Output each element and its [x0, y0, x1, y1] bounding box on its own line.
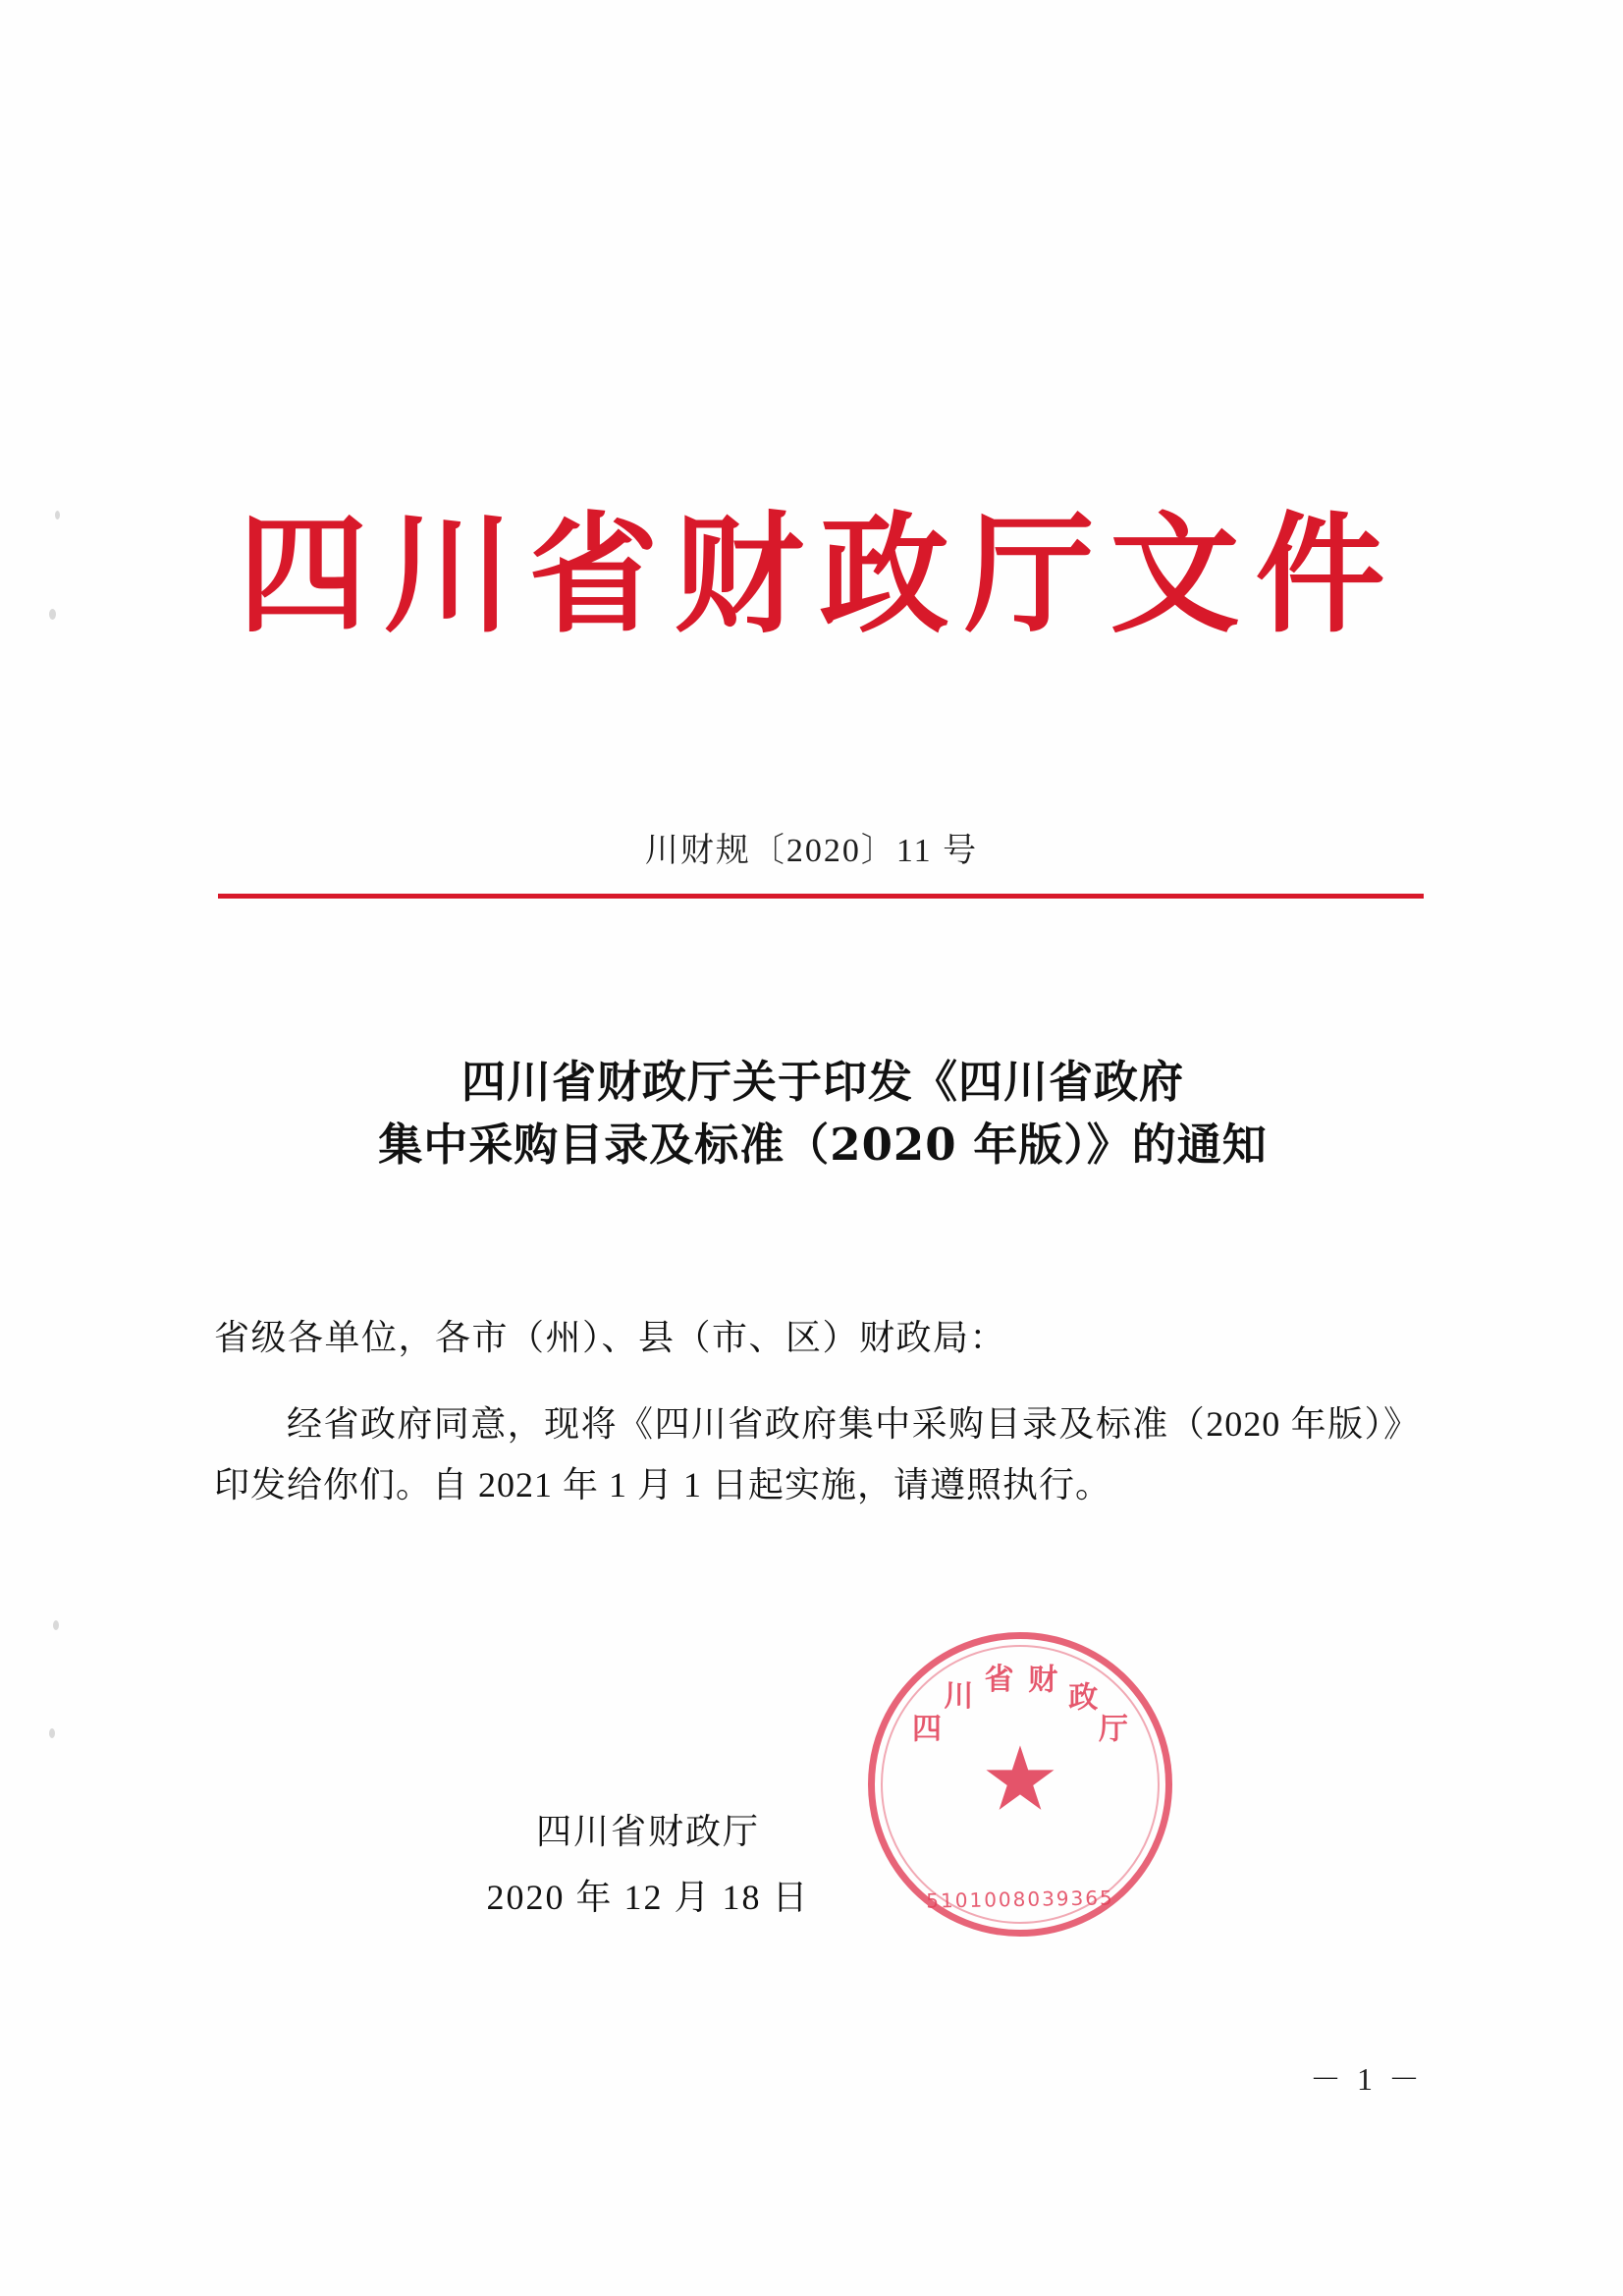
signature-date: 2020 年 12 月 18 日: [486, 1877, 810, 1917]
page-number: － 1 －: [1309, 2061, 1424, 2097]
document-masthead: 四川省财政厅文件: [238, 499, 1401, 651]
scan-speck: [53, 1620, 59, 1630]
title-line-1: 四川省财政厅关于印发《四川省政府: [460, 1056, 1184, 1108]
document-number: 川财规〔2020〕11 号: [644, 833, 979, 869]
title-line-2: 集中采购目录及标准（2020 年版）》的通知: [378, 1118, 1268, 1171]
red-rule-divider: [218, 894, 1424, 899]
seal-code-text: 5101008039365: [926, 1886, 1114, 1913]
body-paragraph: 经省政府同意，现将《四川省政府集中采购目录及标准（2020 年版）》印发给你们。自 2021 年 1 月 1 日起实施，请遵照执行。: [214, 1404, 1420, 1504]
star-icon: ★: [980, 1731, 1060, 1830]
signature-block: [0, 1799, 1296, 1930]
seal-arc-text: 四 川 省 财 政 厅: [912, 1663, 1128, 1747]
salutation: 省级各单位，各市（州）、县（市、区）财政局：: [214, 1318, 1007, 1357]
page-title: [224, 1051, 1422, 1176]
scan-speck: [49, 1728, 55, 1738]
signature-organization: 四川省财政厅: [535, 1812, 760, 1851]
